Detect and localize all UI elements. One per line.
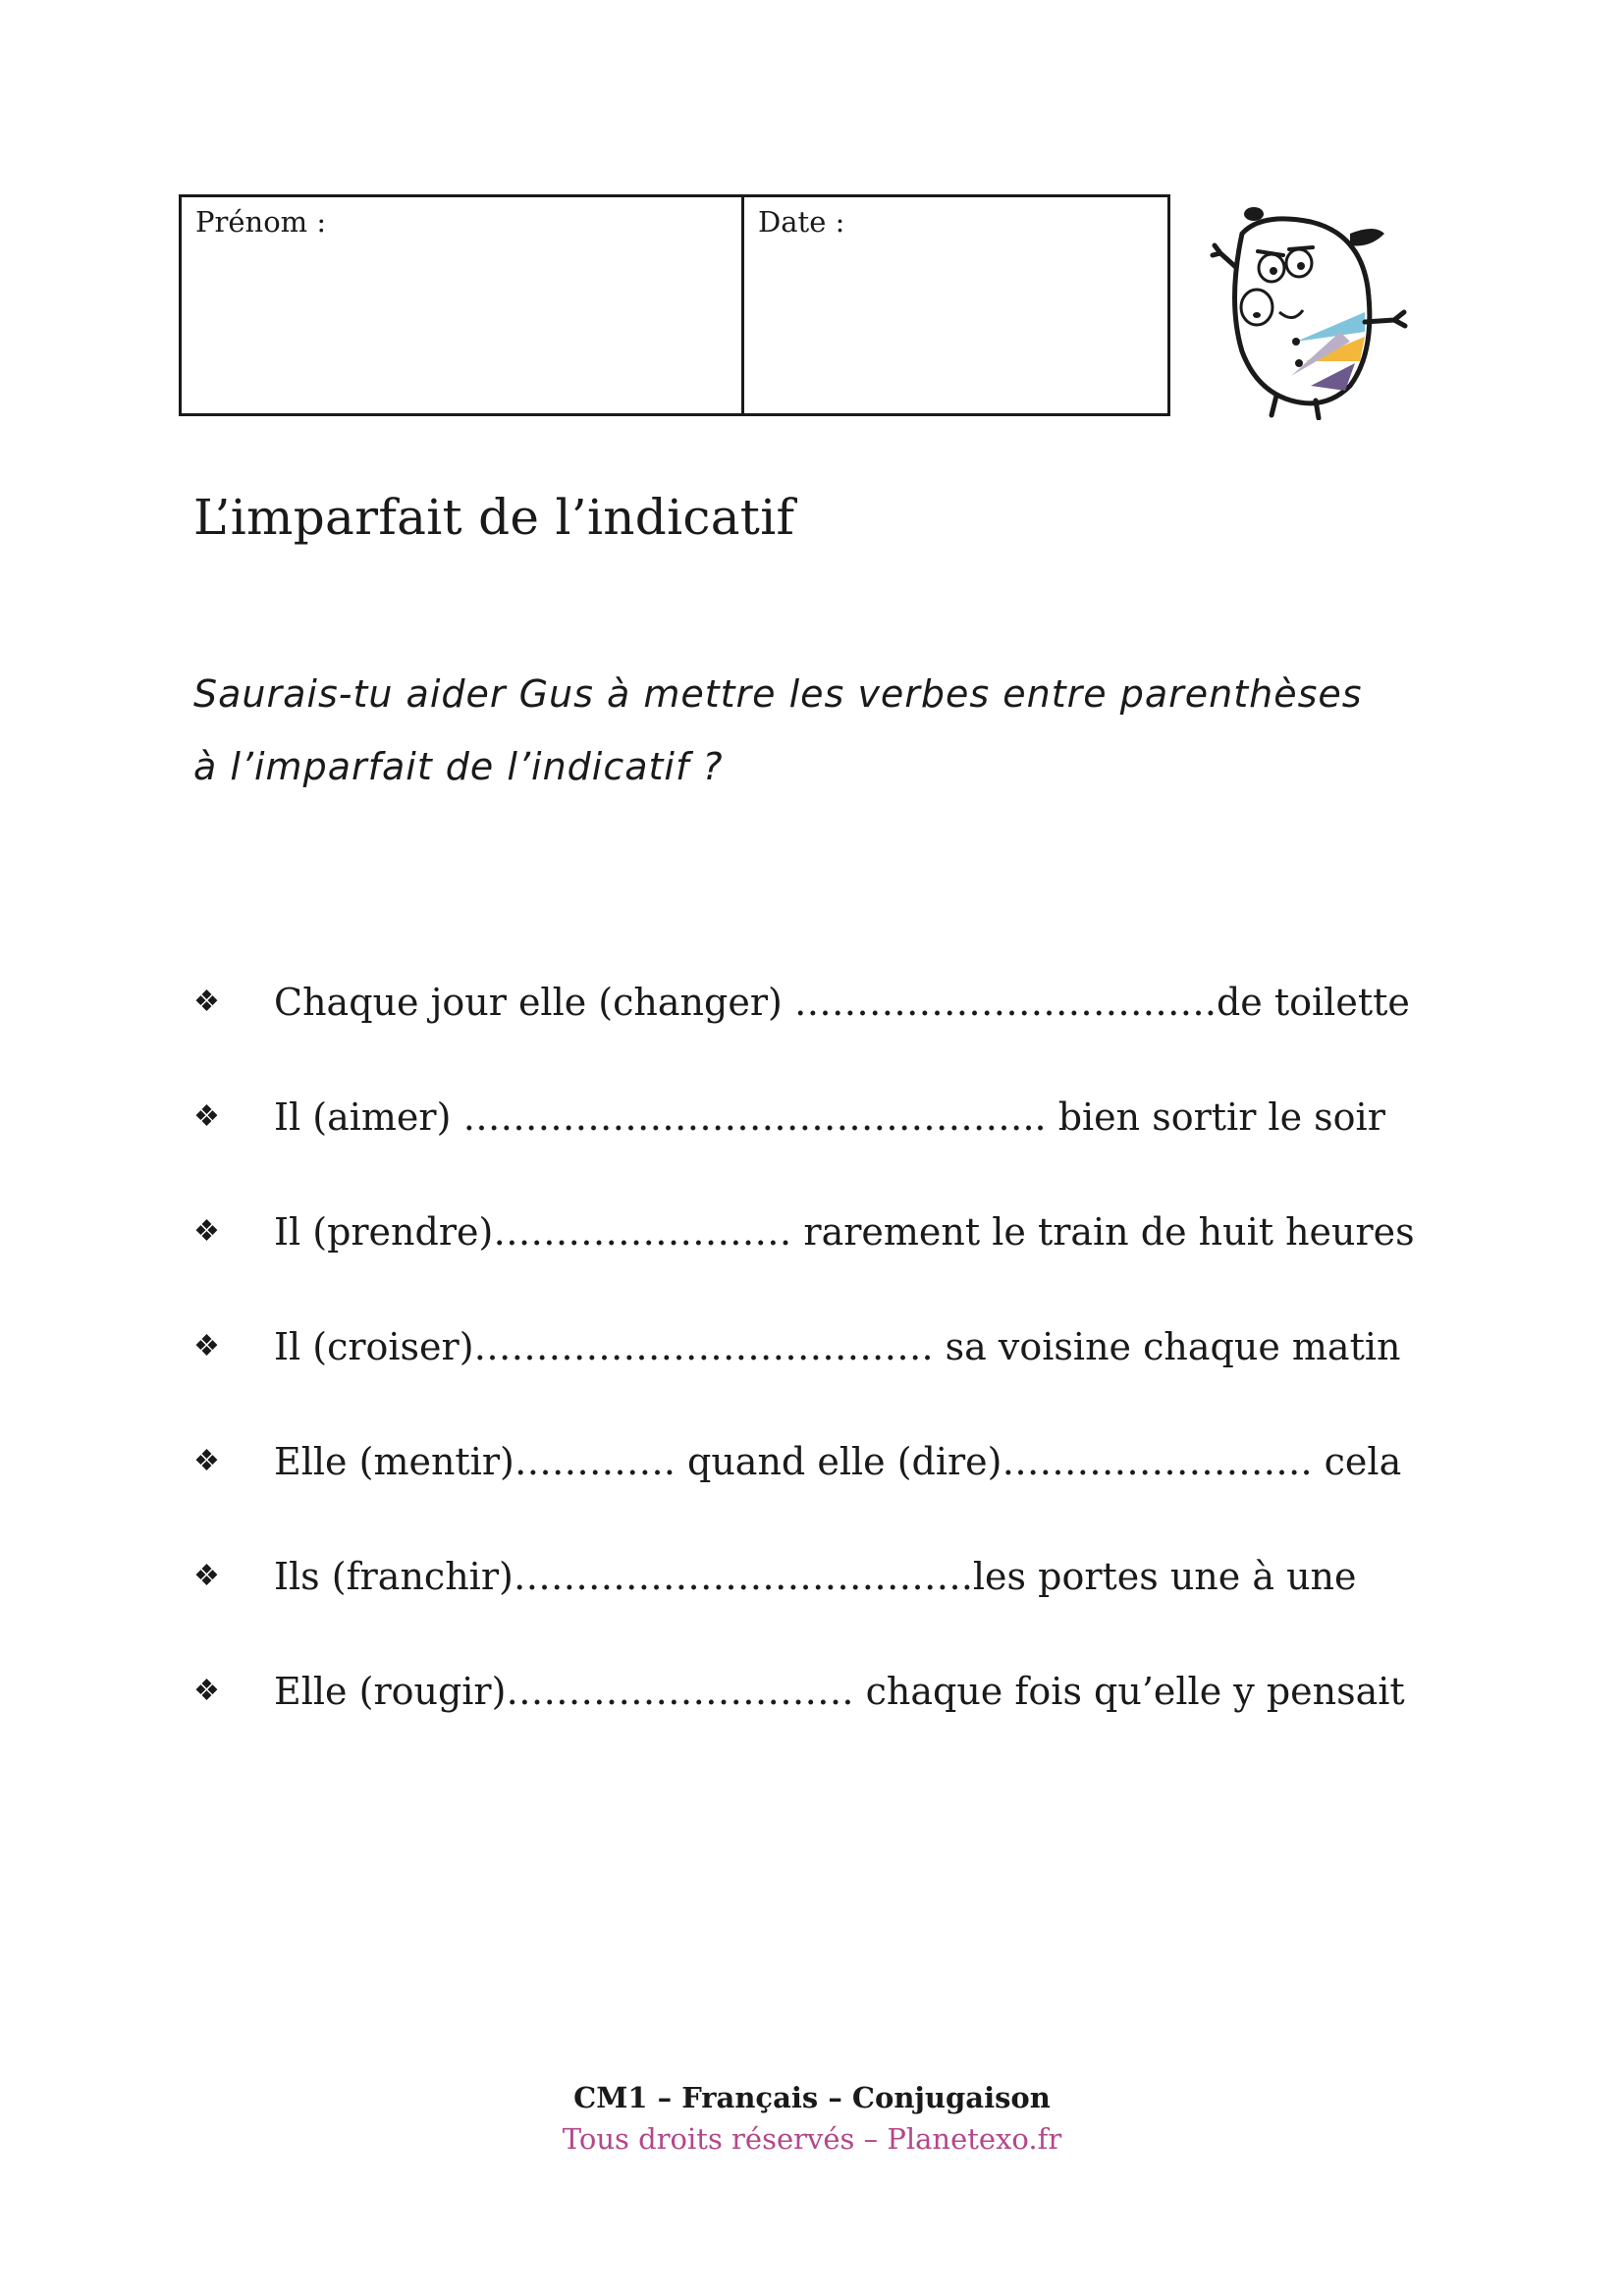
exercise-item-4	[193, 1289, 1470, 1404]
footer-subject: CM1 – Français – Conjugaison	[573, 2081, 1051, 2114]
exercise-sentence[interactable]: Il (aimer) ……………………………………….. bien sortir le soir	[274, 1095, 1385, 1139]
diamond-bullet-icon: ❖	[193, 1444, 220, 1478]
exercise-sentence[interactable]: Il (croiser)………………………………. sa voisine chaque matin	[274, 1324, 1401, 1368]
diamond-bullet-icon: ❖	[193, 1099, 220, 1134]
instruction-line-2: à l’imparfait de l’indicatif ?	[193, 745, 724, 788]
exercise-item-2	[193, 1059, 1470, 1174]
exercise-item-3	[193, 1174, 1470, 1289]
exercise-sentence[interactable]: Chaque jour elle (changer) …………………………….de toilette	[274, 980, 1410, 1024]
exercise-instruction	[193, 658, 1470, 803]
exercise-list	[193, 944, 1470, 1748]
exercise-sentence[interactable]: Il (prendre)…………………… rarement le train de huit heures	[274, 1209, 1415, 1254]
diamond-bullet-icon: ❖	[193, 1329, 220, 1363]
name-label: Prénom :	[195, 205, 327, 239]
exercise-sentence[interactable]: Elle (mentir)…………. quand elle (dire)……………………. cela	[274, 1439, 1402, 1483]
footer-copyright: Tous droits réservés – Planetexo.fr	[562, 2122, 1062, 2156]
gus-mascot-icon	[1203, 194, 1419, 420]
exercise-item-5	[193, 1404, 1470, 1519]
student-info-box	[179, 194, 1170, 416]
diamond-bullet-icon: ❖	[193, 985, 220, 1019]
diamond-bullet-icon: ❖	[193, 1214, 220, 1249]
exercise-sentence[interactable]: Elle (rougir)………………………. chaque fois qu’elle y pensait	[274, 1669, 1405, 1713]
date-label: Date :	[758, 205, 845, 239]
exercise-item-1	[193, 944, 1470, 1059]
diamond-bullet-icon: ❖	[193, 1559, 220, 1593]
name-field[interactable]	[182, 197, 744, 413]
date-field[interactable]	[744, 197, 1167, 413]
exercise-sentence[interactable]: Ils (franchir)……………………………….les portes une à une	[274, 1554, 1357, 1598]
page-title: L’imparfait de l’indicatif	[193, 489, 795, 546]
instruction-line-1: Saurais-tu aider Gus à mettre les verbes entre parenthèses	[193, 672, 1363, 716]
diamond-bullet-icon: ❖	[193, 1674, 220, 1708]
exercise-item-7	[193, 1633, 1470, 1748]
exercise-item-6	[193, 1519, 1470, 1633]
